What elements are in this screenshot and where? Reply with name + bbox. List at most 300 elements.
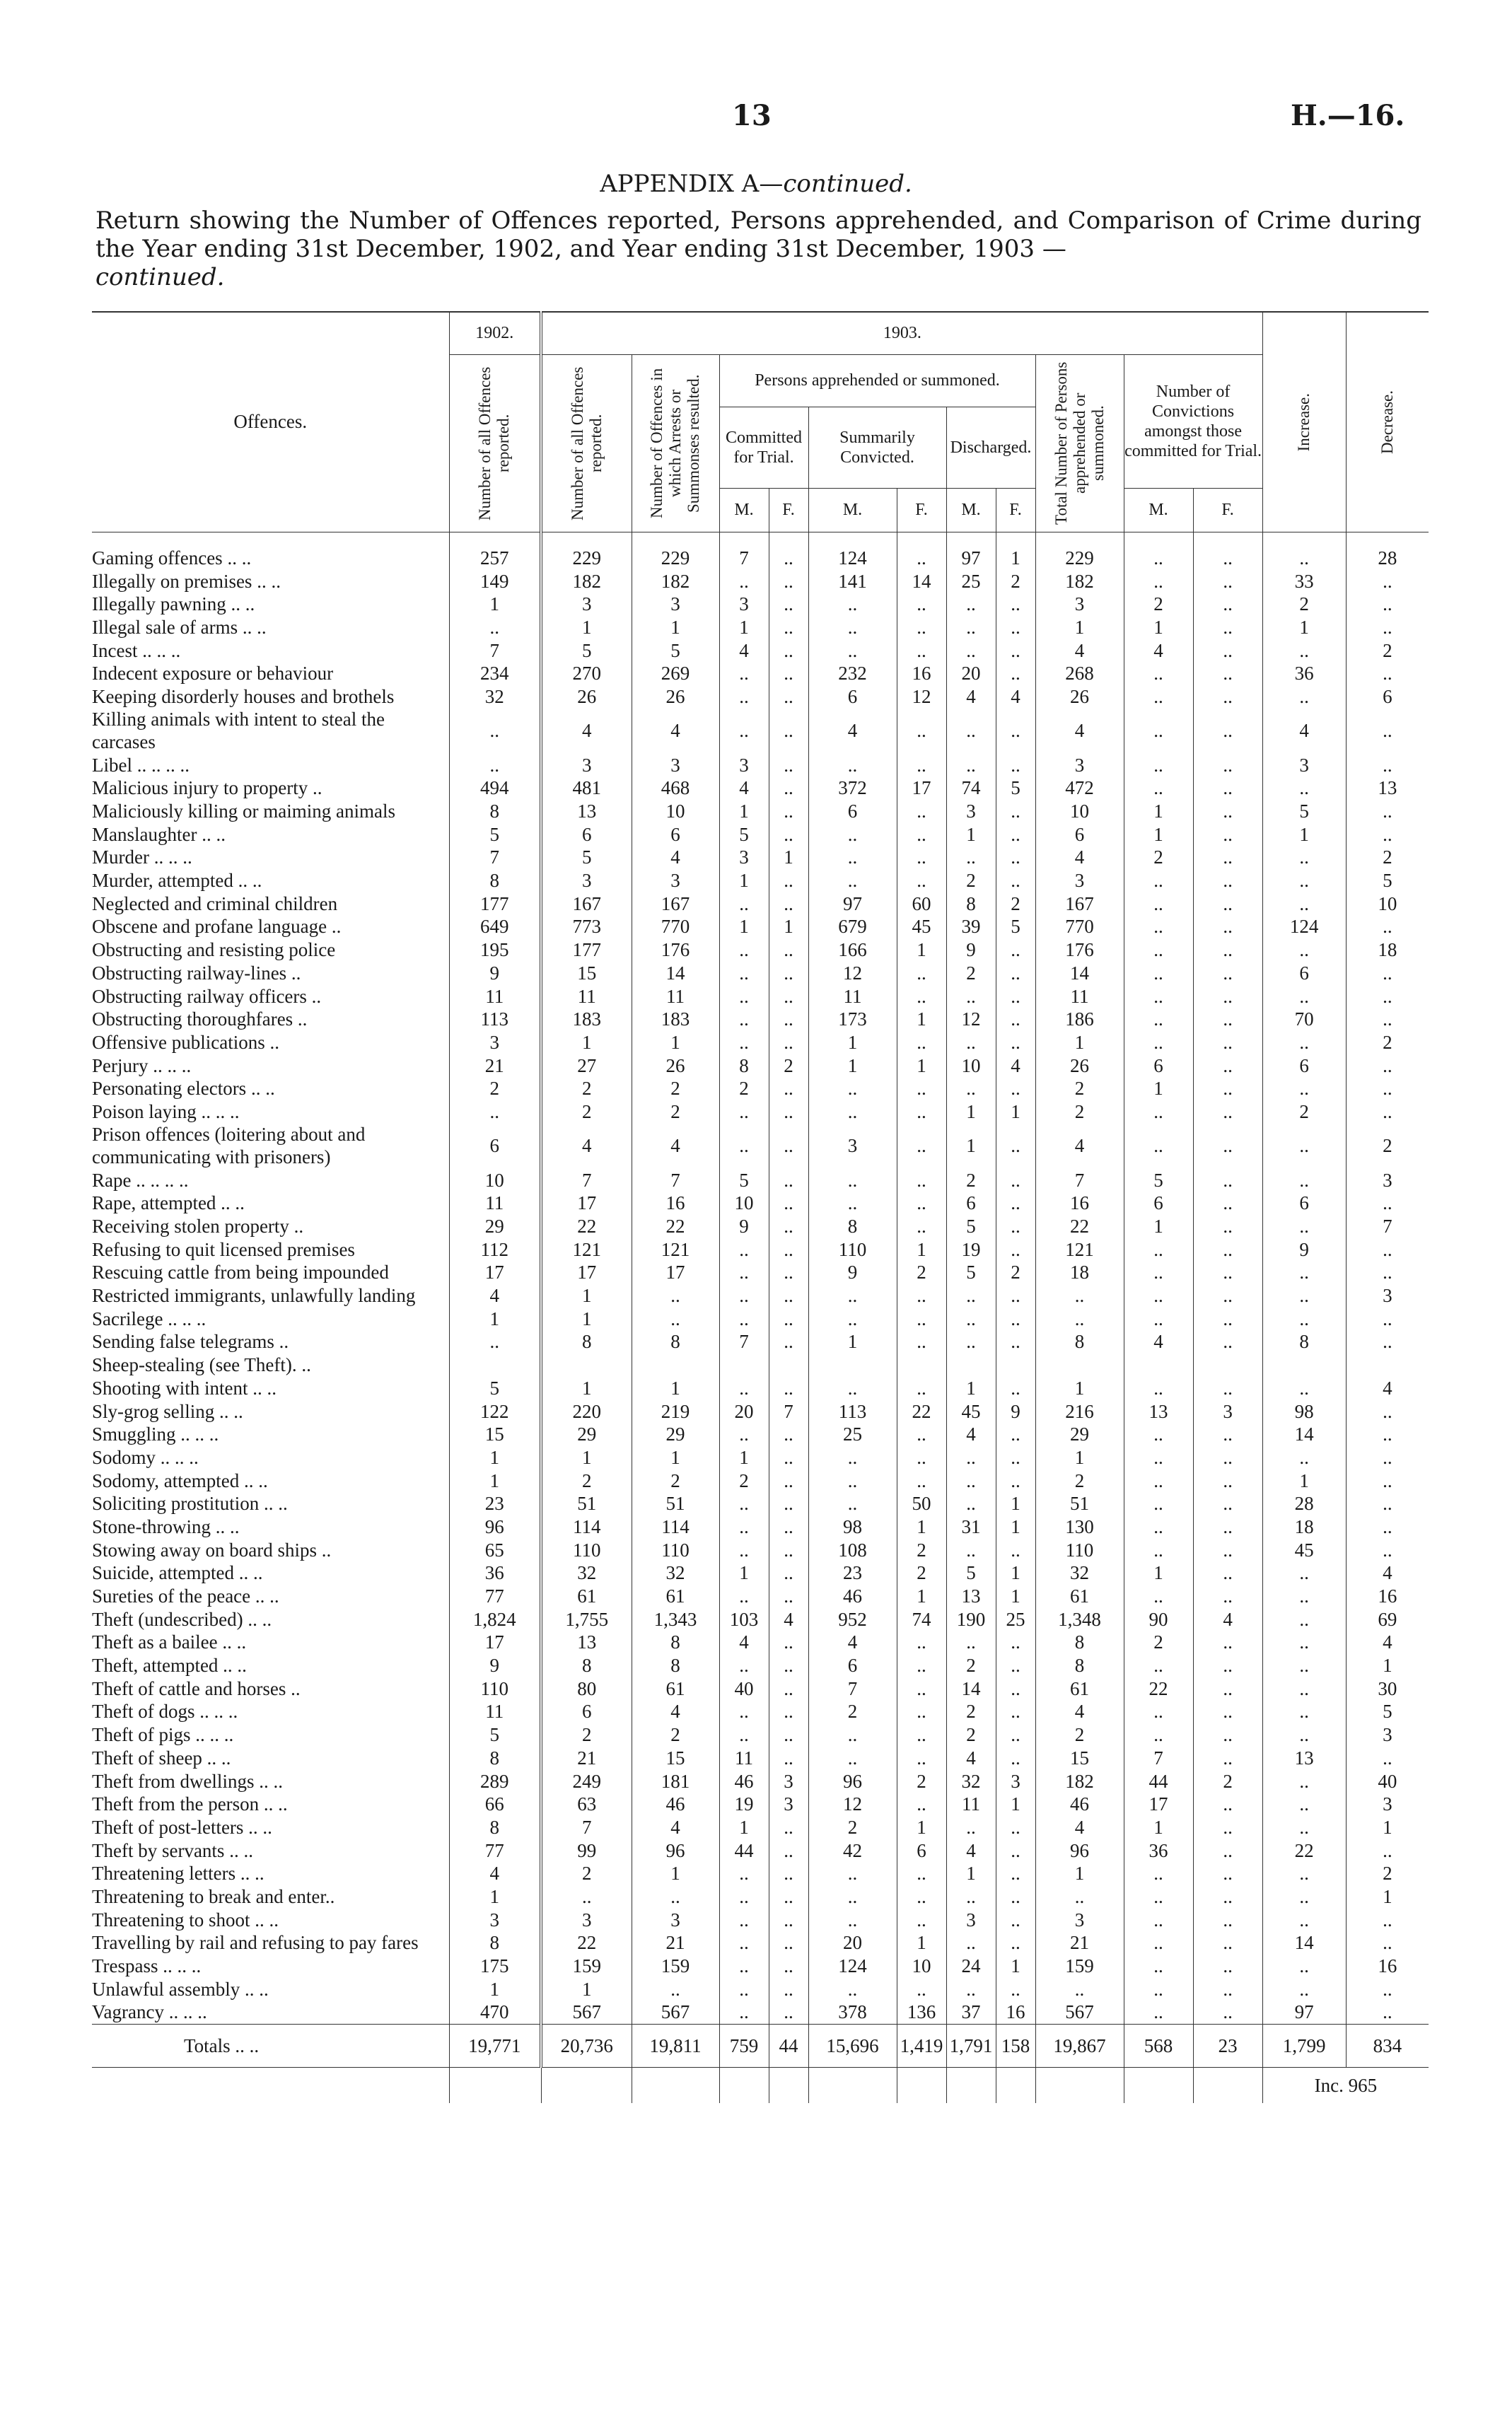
committed-m-cell: .. [719, 1100, 769, 1124]
summarily-f-cell: .. [897, 1100, 946, 1124]
offence-cell: Shooting with intent .. .. [92, 1377, 277, 1399]
discharged-m-cell: .. [946, 1631, 996, 1654]
summarily-m-cell: 124 [808, 532, 897, 569]
summarily-f-cell: 6 [897, 1839, 946, 1862]
total-persons-cell: 159 [1035, 1955, 1124, 1978]
convictions-f-cell: .. [1193, 1561, 1262, 1585]
num-offences-1903-text: Number of all Offences reported. [568, 366, 605, 520]
convictions-f-cell: 4 [1193, 1607, 1262, 1631]
arrests-cell: 61 [632, 1585, 719, 1608]
committed-m-cell: .. [719, 1492, 769, 1515]
discharged-f-cell: .. [996, 1908, 1035, 1931]
increase-cell: .. [1262, 1816, 1346, 1839]
committed-m-cell: .. [719, 685, 769, 709]
convictions-f-cell: .. [1193, 938, 1262, 962]
increase-cell: 124 [1262, 915, 1346, 938]
discharged-m-cell: .. [946, 708, 996, 753]
summarily-f-cell: .. [897, 1446, 946, 1469]
table-row [92, 1215, 1429, 1238]
total-persons-cell: 21 [1035, 1931, 1124, 1955]
summarily-m-cell: 46 [808, 1585, 897, 1608]
committed-f-cell: .. [769, 1585, 808, 1608]
reported-1902-cell: 470 [449, 2001, 541, 2024]
total-persons-cell: 8 [1035, 1631, 1124, 1654]
increase-cell: .. [1262, 1862, 1346, 1885]
discharged-m-cell: 5 [946, 1215, 996, 1238]
decrease-cell: 3 [1346, 1793, 1429, 1816]
committed-f-cell: .. [769, 1423, 808, 1446]
reported-1902-cell: 8 [449, 1816, 541, 1839]
table-row [92, 1192, 1429, 1215]
convictions-m-cell: .. [1124, 1515, 1193, 1539]
table-row [92, 532, 1429, 569]
convictions-m-cell: .. [1124, 1908, 1193, 1931]
increase-cell: 8 [1262, 1330, 1346, 1353]
total-persons-cell: 3 [1035, 593, 1124, 616]
committed-m-cell: 10 [719, 1192, 769, 1215]
discharged-f-cell: .. [996, 1008, 1035, 1031]
convictions-f-cell: .. [1193, 1192, 1262, 1215]
arrests-cell: 159 [632, 1955, 719, 1978]
table-row [92, 1839, 1429, 1862]
discharged-m-cell: 3 [946, 1908, 996, 1931]
total-persons-cell: 229 [1035, 532, 1124, 569]
convictions-m-cell: .. [1124, 1700, 1193, 1723]
table-row [92, 662, 1429, 685]
reported-1902-cell: 8 [449, 1747, 541, 1770]
reported-1903-cell: .. [541, 1885, 632, 1909]
committed-f-cell: .. [769, 984, 808, 1008]
increase-cell: .. [1262, 1261, 1346, 1284]
total-persons-cell: 61 [1035, 1585, 1124, 1608]
summarily-f-cell: .. [897, 593, 946, 616]
total-persons-cell: 121 [1035, 1238, 1124, 1261]
discharged-f-cell: .. [996, 593, 1035, 616]
summarily-f-cell: .. [897, 639, 946, 662]
committed-m-cell: 4 [719, 639, 769, 662]
discharged-f-cell: .. [996, 1192, 1035, 1215]
reported-1902-cell: 1,824 [449, 1607, 541, 1631]
committed-m-cell [719, 1353, 769, 1377]
increase-cell: .. [1262, 1077, 1346, 1100]
total-persons-cell: 472 [1035, 776, 1124, 800]
reported-1902-cell: 2 [449, 1077, 541, 1100]
reported-1903-cell: 99 [541, 1839, 632, 1862]
convictions-m-cell: 7 [1124, 1747, 1193, 1770]
committed-m-cell: .. [719, 1423, 769, 1446]
summarily-f-cell: .. [897, 1631, 946, 1654]
decrease-cell: .. [1346, 569, 1429, 593]
summarily-f-cell: .. [897, 984, 946, 1008]
summarily-m-cell: 25 [808, 1423, 897, 1446]
total-persons-cell: 4 [1035, 708, 1124, 753]
summarily-f-cell: .. [897, 800, 946, 823]
reported-1903-cell: 3 [541, 869, 632, 892]
summarily-m-cell: 679 [808, 915, 897, 938]
appendix-heading [0, 170, 1512, 198]
offence-cell: Poison laying .. .. .. [92, 1100, 240, 1122]
convictions-m-cell [1124, 1353, 1193, 1377]
reported-1902-cell: 8 [449, 869, 541, 892]
summarily-m-cell: 9 [808, 1261, 897, 1284]
committed-f-cell: 1 [769, 915, 808, 938]
arrests-cell: 2 [632, 1469, 719, 1492]
arrests-cell: 11 [632, 984, 719, 1008]
increase-cell: .. [1262, 1700, 1346, 1723]
total-persons-cell [1035, 1353, 1124, 1377]
table-row [92, 1793, 1429, 1816]
convictions-m-cell: .. [1124, 1977, 1193, 2001]
reported-1903-cell: 1 [541, 616, 632, 639]
summarily-m-cell: 2 [808, 1700, 897, 1723]
summarily-f-cell: 45 [897, 915, 946, 938]
committed-m-cell: 5 [719, 1168, 769, 1192]
committed-f-header: F. [769, 488, 808, 532]
discharged-f-cell: 2 [996, 1261, 1035, 1284]
year-1902-header: 1902. [449, 312, 541, 354]
decrease-cell: .. [1346, 1492, 1429, 1515]
reported-1902-total: 19,771 [449, 2024, 541, 2067]
offence-cell: Rescuing cattle from being impounded [92, 1262, 389, 1283]
summarily-m-cell: 4 [808, 708, 897, 753]
arrests-cell: 5 [632, 639, 719, 662]
convictions-f-cell: .. [1193, 593, 1262, 616]
reported-1902-cell: 77 [449, 1839, 541, 1862]
summarily-f-cell: 1 [897, 938, 946, 962]
arrests-cell: 14 [632, 962, 719, 985]
committed-m-cell: .. [719, 1654, 769, 1677]
blank-cell [946, 2067, 996, 2103]
convictions-f-cell: .. [1193, 1377, 1262, 1400]
committed-m-cell: 40 [719, 1677, 769, 1700]
committed-f-cell: .. [769, 1862, 808, 1885]
summarily-f-cell: 136 [897, 2001, 946, 2024]
summarily-m-cell: .. [808, 1100, 897, 1124]
arrests-cell: 219 [632, 1399, 719, 1423]
offence-cell: Murder, attempted .. .. [92, 870, 262, 892]
reported-1902-cell: 3 [449, 1031, 541, 1054]
convictions-m-cell: .. [1124, 1723, 1193, 1747]
table-row [92, 1077, 1429, 1100]
table-row [92, 1769, 1429, 1793]
committed-m-cell: 4 [719, 776, 769, 800]
offence-cell: Illegally on premises .. .. [92, 570, 281, 592]
total-persons-cell: 182 [1035, 569, 1124, 593]
summarily-f-cell: .. [897, 1423, 946, 1446]
reported-1902-cell: 4 [449, 1284, 541, 1308]
table-row [92, 708, 1429, 753]
summarily-m-cell: 378 [808, 2001, 897, 2024]
increase-cell: .. [1262, 1607, 1346, 1631]
total-persons-cell: 32 [1035, 1561, 1124, 1585]
reported-1902-cell: 65 [449, 1538, 541, 1561]
increase-cell: .. [1262, 1377, 1346, 1400]
increase-cell: .. [1262, 1168, 1346, 1192]
arrests-cell: .. [632, 1307, 719, 1330]
convictions-m-header: M. [1124, 488, 1193, 532]
total-persons-cell: 26 [1035, 1054, 1124, 1077]
increase-cell: .. [1262, 1654, 1346, 1677]
reported-1903-cell: 7 [541, 1816, 632, 1839]
arrests-cell: 183 [632, 1008, 719, 1031]
offence-cell: Obscene and profane language .. [92, 916, 342, 938]
offence-cell: Vagrancy .. .. .. [92, 2001, 207, 2023]
table-row [92, 1677, 1429, 1700]
decrease-cell: .. [1346, 984, 1429, 1008]
reported-1902-cell: .. [449, 708, 541, 753]
convictions-f-cell: .. [1193, 1469, 1262, 1492]
offence-cell: Theft, attempted .. .. [92, 1655, 247, 1677]
total-persons-cell: 3 [1035, 1908, 1124, 1931]
arrests-cell: 10 [632, 800, 719, 823]
reported-1902-cell: 8 [449, 800, 541, 823]
discharged-f-cell: 5 [996, 776, 1035, 800]
convictions-m-cell: 2 [1124, 593, 1193, 616]
discharged-m-cell: .. [946, 1492, 996, 1515]
committed-f-cell: .. [769, 776, 808, 800]
discharged-f-cell: .. [996, 938, 1035, 962]
convictions-f-cell: .. [1193, 892, 1262, 915]
committed-f-cell [769, 1353, 808, 1377]
increase-cell: .. [1262, 984, 1346, 1008]
reported-1902-cell: 1 [449, 1977, 541, 2001]
committed-f-cell: .. [769, 892, 808, 915]
convictions-f-cell: .. [1193, 1585, 1262, 1608]
discharged-m-cell: 3 [946, 800, 996, 823]
year-1903-header: 1903. [541, 312, 1262, 354]
increase-cell: 1 [1262, 822, 1346, 846]
convictions-f-cell: .. [1193, 1816, 1262, 1839]
committed-m-cell: 1 [719, 616, 769, 639]
summarily-m-cell: 23 [808, 1561, 897, 1585]
total-persons-cell: 10 [1035, 800, 1124, 823]
table-row [92, 846, 1429, 869]
committed-m-cell: 44 [719, 1839, 769, 1862]
total-persons-cell: .. [1035, 1977, 1124, 2001]
arrests-cell: 26 [632, 1054, 719, 1077]
convictions-m-cell: .. [1124, 1100, 1193, 1124]
decrease-cell: .. [1346, 962, 1429, 985]
convictions-m-cell: 5 [1124, 1168, 1193, 1192]
discharged-f-cell: .. [996, 753, 1035, 776]
committed-f-cell: .. [769, 1700, 808, 1723]
summarily-m-cell: 1 [808, 1031, 897, 1054]
increase-cell: .. [1262, 1677, 1346, 1700]
increase-cell: 2 [1262, 593, 1346, 616]
committed-f-cell: .. [769, 2001, 808, 2024]
arrests-cell: 567 [632, 2001, 719, 2024]
increase-cell: 13 [1262, 1747, 1346, 1770]
discharged-m-cell: 2 [946, 962, 996, 985]
committed-m-cell: 3 [719, 593, 769, 616]
discharged-m-cell: 14 [946, 1677, 996, 1700]
table-row [92, 1008, 1429, 1031]
offence-cell: Theft of sheep .. .. [92, 1747, 231, 1769]
table-row [92, 776, 1429, 800]
offence-cell: Offensive publications .. [92, 1031, 279, 1053]
total-persons-cell: .. [1035, 1885, 1124, 1909]
offences-table [92, 311, 1429, 2103]
convictions-f-cell: .. [1193, 1423, 1262, 1446]
convictions-f-cell: .. [1193, 532, 1262, 569]
table-row [92, 1031, 1429, 1054]
increase-header-text: Increase. [1295, 392, 1313, 451]
convictions-f-cell: .. [1193, 569, 1262, 593]
discharged-m-cell: .. [946, 1885, 996, 1909]
discharged-m-cell: 2 [946, 869, 996, 892]
committed-m-cell: .. [719, 1008, 769, 1031]
convictions-f-cell: .. [1193, 1077, 1262, 1100]
discharged-m-cell: 190 [946, 1607, 996, 1631]
reported-1903-cell: 21 [541, 1747, 632, 1770]
discharged-m-cell: .. [946, 1077, 996, 1100]
discharged-f-cell: .. [996, 1816, 1035, 1839]
summarily-f-cell: 1 [897, 1931, 946, 1955]
total-persons-cell: 8 [1035, 1654, 1124, 1677]
summarily-m-cell: 8 [808, 1215, 897, 1238]
total-persons-cell: 7 [1035, 1168, 1124, 1192]
discharged-m-cell: .. [946, 1330, 996, 1353]
discharged-m-cell: 37 [946, 2001, 996, 2024]
table-row [92, 639, 1429, 662]
discharged-f-cell: .. [996, 1747, 1035, 1770]
decrease-cell: 2 [1346, 1862, 1429, 1885]
decrease-cell: 28 [1346, 532, 1429, 569]
increase-header [1262, 312, 1346, 532]
table-row [92, 1747, 1429, 1770]
offence-cell: Obstructing railway-lines .. [92, 962, 301, 984]
convictions-f-cell: .. [1193, 1538, 1262, 1561]
table-row [92, 1284, 1429, 1308]
table-row [92, 1700, 1429, 1723]
reported-1902-cell: .. [449, 753, 541, 776]
discharged-f-cell: 2 [996, 569, 1035, 593]
committed-m-cell: 1 [719, 1561, 769, 1585]
committed-f-cell: 7 [769, 1399, 808, 1423]
committed-f-cell: .. [769, 1377, 808, 1400]
reported-1902-cell: 122 [449, 1399, 541, 1423]
convictions-m-cell: .. [1124, 1031, 1193, 1054]
summarily-m-cell: 98 [808, 1515, 897, 1539]
convictions-m-cell: 6 [1124, 1054, 1193, 1077]
reported-1903-cell: 6 [541, 822, 632, 846]
arrests-cell: 16 [632, 1192, 719, 1215]
summarily-m-cell: .. [808, 1747, 897, 1770]
offences-body [92, 532, 1429, 2103]
summarily-m-header: M. [808, 488, 897, 532]
summarily-m-cell: 42 [808, 1839, 897, 1862]
summarily-m-cell: .. [808, 1908, 897, 1931]
summarily-m-cell: 1 [808, 1330, 897, 1353]
discharged-m-cell: 2 [946, 1723, 996, 1747]
arrests-cell: 8 [632, 1330, 719, 1353]
blank-cell [541, 2067, 632, 2103]
convictions-f-cell: 3 [1193, 1399, 1262, 1423]
table-row [92, 1330, 1429, 1353]
summarily-f-cell: 17 [897, 776, 946, 800]
reported-1902-cell [449, 1353, 541, 1377]
discharged-m-cell: 25 [946, 569, 996, 593]
convictions-f-cell: .. [1193, 1515, 1262, 1539]
convictions-m-cell: 6 [1124, 1192, 1193, 1215]
committed-f-cell: .. [769, 1469, 808, 1492]
convictions-f-cell: .. [1193, 1931, 1262, 1955]
discharged-f-cell: 16 [996, 2001, 1035, 2024]
total-persons-cell: 216 [1035, 1399, 1124, 1423]
increase-cell: .. [1262, 1561, 1346, 1585]
reported-1902-cell: 1 [449, 593, 541, 616]
total-persons-cell: 2 [1035, 1723, 1124, 1747]
total-persons-cell: 770 [1035, 915, 1124, 938]
blank-cell [1193, 2067, 1262, 2103]
reported-1902-cell: .. [449, 1330, 541, 1353]
table-row [92, 1423, 1429, 1446]
offence-cell: Manslaughter .. .. [92, 823, 226, 845]
convictions-m-cell: .. [1124, 1123, 1193, 1168]
increase-cell: .. [1262, 1631, 1346, 1654]
arrests-cell: 32 [632, 1561, 719, 1585]
arrests-cell: 26 [632, 685, 719, 709]
committed-m-cell: 1 [719, 1446, 769, 1469]
convictions-f-cell: .. [1193, 1908, 1262, 1931]
offence-cell: Illegally pawning .. .. [92, 593, 255, 615]
offence-cell: Obstructing thoroughfares .. [92, 1008, 308, 1030]
convictions-f-cell: .. [1193, 1307, 1262, 1330]
reported-1902-cell: 29 [449, 1215, 541, 1238]
committed-m-cell: .. [719, 984, 769, 1008]
decrease-cell: .. [1346, 1747, 1429, 1770]
table-row [92, 1492, 1429, 1515]
committed-m-cell: .. [719, 1307, 769, 1330]
committed-m-cell: 46 [719, 1769, 769, 1793]
summarily-f-cell: .. [897, 1908, 946, 1931]
table-row [92, 892, 1429, 915]
reported-1902-cell: 4 [449, 1862, 541, 1885]
convictions-m-cell: .. [1124, 1261, 1193, 1284]
reported-1902-cell: 494 [449, 776, 541, 800]
discharged-m-cell: .. [946, 1284, 996, 1308]
total-persons-cell: .. [1035, 1284, 1124, 1308]
reported-1902-cell: 66 [449, 1793, 541, 1816]
offence-cell: Indecent exposure or behaviour [92, 663, 334, 685]
increase-cell: 97 [1262, 2001, 1346, 2024]
discharged-m-cell: 6 [946, 1192, 996, 1215]
arrests-cell: 2 [632, 1077, 719, 1100]
discharged-f-cell: .. [996, 822, 1035, 846]
committed-header: Committed for Trial. [719, 407, 808, 488]
discharged-f-cell: .. [996, 1215, 1035, 1238]
discharged-m-cell: 4 [946, 1747, 996, 1770]
convictions-f-cell: .. [1193, 1723, 1262, 1747]
arrests-cell: 770 [632, 915, 719, 938]
table-row [92, 753, 1429, 776]
reported-1903-cell: 114 [541, 1515, 632, 1539]
committed-m-cell: .. [719, 1585, 769, 1608]
total-persons-cell: 22 [1035, 1215, 1124, 1238]
committed-m-cell: 3 [719, 846, 769, 869]
total-persons-cell: 176 [1035, 938, 1124, 962]
table-row [92, 1377, 1429, 1400]
summarily-f-cell: 10 [897, 1955, 946, 1978]
table-row [92, 938, 1429, 962]
convictions-f-cell: .. [1193, 1654, 1262, 1677]
table-row [92, 616, 1429, 639]
reported-1902-cell: 5 [449, 1377, 541, 1400]
discharged-m-cell: 2 [946, 1700, 996, 1723]
offence-cell: Soliciting prostitution .. .. [92, 1493, 288, 1515]
discharged-m-cell: 20 [946, 662, 996, 685]
summarily-m-cell: .. [808, 1862, 897, 1885]
